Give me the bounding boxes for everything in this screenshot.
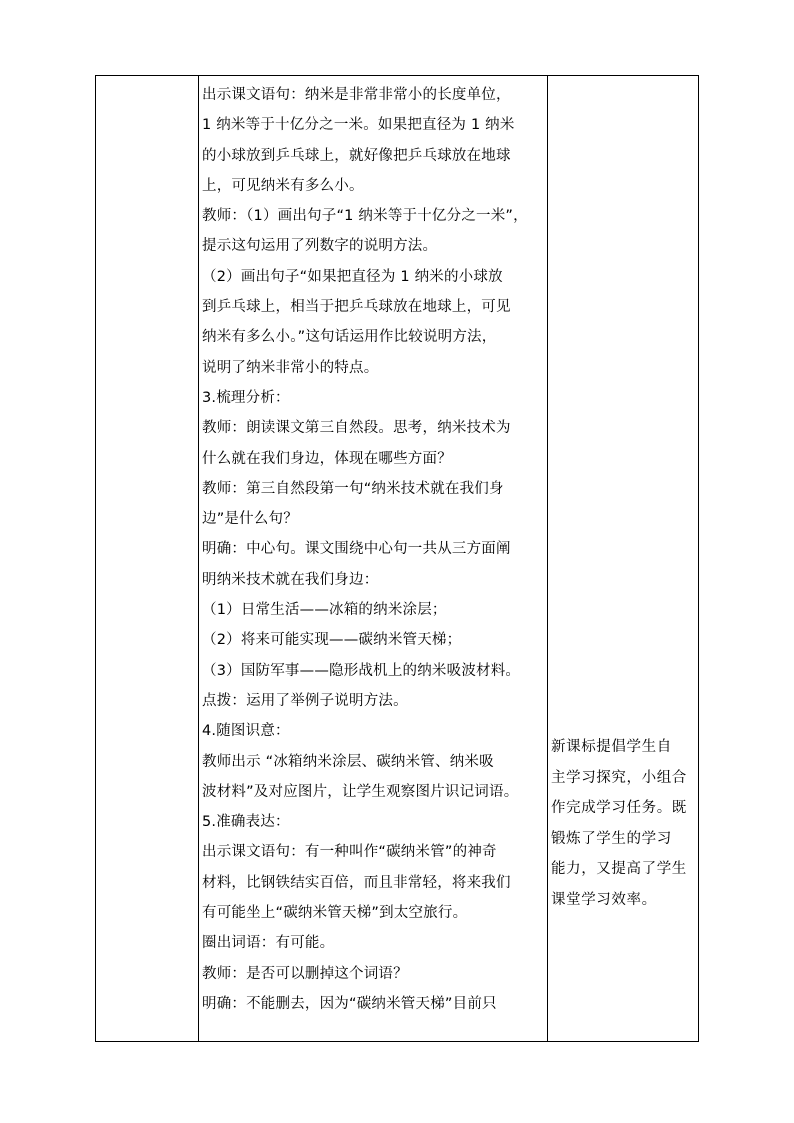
process-text-line: （2）将来可能实现——碳纳米管天梯； [202,632,462,649]
process-text-line: 波材料”及对应图片，让学生观察图片识记词语。 [202,783,519,800]
process-text-line: 明确：中心句。课文围绕中心句一共从三方面阐 [202,541,511,558]
process-text-line: 圈出词语：有可能。 [202,935,335,952]
process-text-line: 教师：朗读课文第三自然段。思考，纳米技术为 [202,420,511,437]
column-divider-left [198,76,199,1041]
process-text-line: 上，可见纳米有多么小。 [202,177,364,194]
process-text-line: 教师：是否可以删掉这个词语？ [202,965,408,982]
process-text-line: 3.梳理分析： [202,389,290,406]
process-text-line: 明纳米技术就在我们身边： [202,571,379,588]
design-intent-line: 主学习探究，小组合 [551,769,687,786]
process-text-line: 明确：不能删去，因为“碳纳米管天梯”目前只 [202,995,497,1012]
process-text-line: 教师出示 “冰箱纳米涂层、碳纳米管、纳米吸 [202,753,494,770]
design-intent-line: 能力，又提高了学生 [551,861,687,878]
process-text-line: 什么就在我们身边，体现在哪些方面？ [202,450,452,467]
process-text-line: （1）日常生活——冰箱的纳米涂层； [202,602,447,619]
process-text-line: 点拨：运用了举例子说明方法。 [202,692,408,709]
design-intent-cell [551,732,696,916]
process-text-line: 4.随图识意： [202,723,290,740]
design-intent-line: 课堂学习效率。 [551,891,657,908]
lesson-plan-table [95,75,699,1042]
process-text-line: 纳米有多么小。”这句话运用作比较说明方法， [202,329,497,346]
process-text-line: 的小球放到乒乓球上，就好像把乒乓球放在地球 [202,147,511,164]
process-text-line: （3）国防军事——隐形战机上的纳米吸波材料。 [202,662,521,679]
process-text-line: 出示课文语句：有一种叫作“碳纳米管”的神奇 [202,844,497,861]
process-text-line: 出示课文语句：纳米是非常非常小的长度单位， [202,87,511,103]
process-text-line: 边”是什么句？ [202,511,298,528]
process-text-line: 1 纳米等于十亿分之一米。如果把直径为 1 纳米 [202,117,515,134]
process-text-line: 5.准确表达： [202,814,290,831]
process-text-line: 有可能坐上“碳纳米管天梯”到太空旅行。 [202,905,468,922]
design-intent-line: 锻炼了学生的学习 [551,830,672,847]
process-text-line: 教师：（1）画出句子“1 纳米等于十亿分之一米”， [202,208,528,225]
teaching-process-cell [202,80,547,1019]
process-text-line: 到乒乓球上，相当于把乒乓球放在地球上，可见 [202,299,511,316]
process-text-line: 说明了纳米非常小的特点。 [202,359,379,376]
process-text-line: 材料，比钢铁结实百倍，而且非常轻，将来我们 [202,874,511,891]
process-text-line: 教师：第三自然段第一句“纳米技术就在我们身 [202,480,504,497]
process-text-line: 提示这句运用了列数字的说明方法。 [202,238,438,255]
column-divider-right [547,76,548,1041]
process-text-line: （2）画出句子“如果把直径为 1 纳米的小球放 [202,268,503,285]
design-intent-line: 新课标提倡学生自 [551,739,672,755]
design-intent-line: 作完成学习任务。既 [551,800,687,817]
